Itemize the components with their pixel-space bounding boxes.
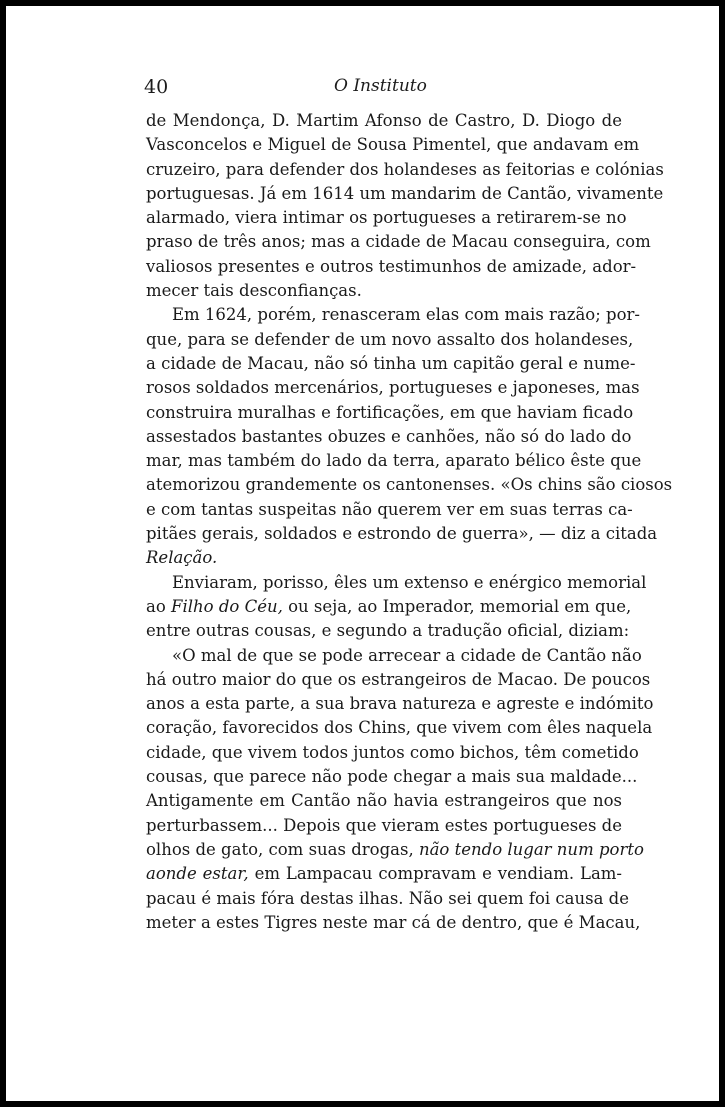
text-line: valiosos presentes e outros testimunhos de amizade, ador- <box>146 256 637 276</box>
text-line: Vasconcelos e Miguel de Sousa Pimentel, que andavam em <box>146 135 640 155</box>
text-line: mar, mas também do lado da terra, aparato bélico êste que <box>146 451 642 471</box>
italic-relacao: Relação. <box>146 548 218 568</box>
text-line: há outro maior do que os estrangeiros de Macao. De poucos <box>146 669 651 689</box>
text-line: coração, favorecidos dos Chins, que vivem com êles naquela <box>146 718 653 738</box>
running-title: O Instituto <box>334 76 427 96</box>
body-text <box>146 109 673 935</box>
italic-filho-do-ceu: Filho do Céu, <box>171 596 283 616</box>
italic-nao-tendo: não tendo lugar num porto <box>418 839 644 859</box>
text-line: rosos soldados mercenários, portugueses e japoneses, mas <box>146 378 640 398</box>
text-span: em Lampacau compravam e vendiam. Lam- <box>254 864 622 884</box>
document-page <box>6 6 719 1101</box>
text-span: ao <box>146 596 166 616</box>
text-line: entre outras cousas, e segundo a tradução oficial, diziam: <box>146 621 630 641</box>
text-line: pitães gerais, soldados e estrondo de guerra», — diz a citada <box>146 524 658 544</box>
text-line: pacau é mais fóra destas ilhas. Não sei quem foi causa de <box>146 888 629 908</box>
text-line: assestados bastantes obuzes e canhões, não só do lado do <box>146 426 632 446</box>
text-line: Em 1624, porém, renasceram elas com mais razão; por- <box>172 305 640 325</box>
text-line: cidade, que vivem todos juntos como bichos, têm cometido <box>146 742 639 762</box>
text-line <box>146 546 622 570</box>
text-line: e com tantas suspeitas não querem ver em suas terras ca- <box>146 499 633 519</box>
text-span: olhos de gato, com suas drogas, <box>146 839 414 859</box>
text-line: «O mal de que se pode arrecear a cidade de Cantão não <box>172 645 642 665</box>
text-line: praso de três anos; mas a cidade de Macau conseguira, com <box>146 232 651 252</box>
text-line: atemorizou grandemente os cantonenses. «Os chins são ciosos <box>146 475 673 495</box>
text-span: ou seja, ao Imperador, memorial em que, <box>288 596 632 616</box>
text-line: cruzeiro, para defender dos holandeses as feitorias e colónias <box>146 159 664 179</box>
page-header <box>6 76 719 100</box>
text-line: perturbassem... Depois que vieram estes portugueses de <box>146 815 622 835</box>
page-number: 40 <box>144 76 169 98</box>
italic-aonde-estar: aonde estar, <box>146 864 249 884</box>
text-line: Enviaram, porisso, êles um extenso e enérgico memorial <box>172 572 647 592</box>
text-line: construira muralhas e fortificações, em que haviam ficado <box>146 402 634 422</box>
text-line: cousas, que parece não pode chegar a mais sua maldade... <box>146 767 638 787</box>
text-line: anos a esta parte, a sua brava natureza e agreste e indómito <box>146 694 654 714</box>
text-line: mecer tais desconfianças. <box>146 281 362 301</box>
text-line: alarmado, viera intimar os portugueses a retirarem-se no <box>146 208 627 228</box>
text-line: a cidade de Macau, não só tinha um capitão geral e nume- <box>146 353 636 373</box>
text-line: Antigamente em Cantão não havia estrangeiros que nos <box>146 791 622 811</box>
text-line <box>146 595 632 619</box>
text-line <box>146 862 622 886</box>
text-line: meter a estes Tigres neste mar cá de dentro, que é Macau, <box>146 912 641 932</box>
text-line <box>146 838 644 862</box>
text-line: que, para se defender de um novo assalto dos holandeses, <box>146 329 634 349</box>
text-line: de Mendonça, D. Martim Afonso de Castro, D. Diogo de <box>146 111 622 130</box>
text-line: portuguesas. Já em 1614 um mandarim de Cantão, vivamente <box>146 183 664 203</box>
